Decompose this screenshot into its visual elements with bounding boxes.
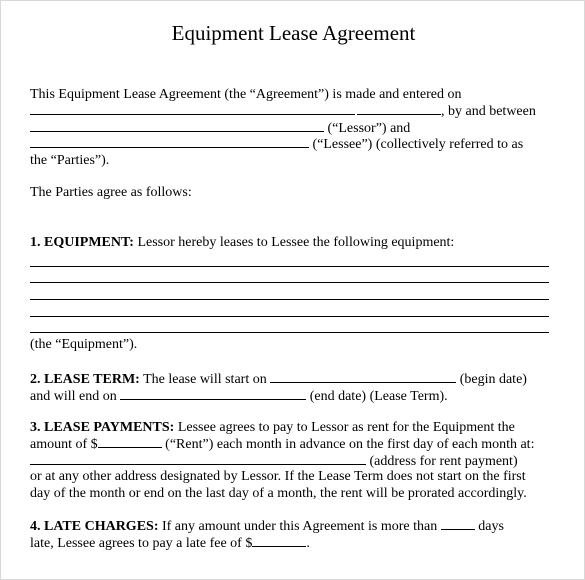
intro-line-2-tail: , by and between bbox=[441, 104, 536, 119]
lease-payments-text-2-head: amount of $ bbox=[30, 437, 98, 452]
section-lease-payments-line-1 bbox=[30, 419, 515, 436]
late-charges-text-2-head: late, Lessee agrees to pay a late fee of $ bbox=[30, 536, 253, 551]
agreement-date-blank[interactable] bbox=[30, 102, 355, 115]
intro-line-4-tail: (“Lessee”) (collectively referred to as bbox=[312, 137, 524, 152]
section-late-charges-line-2 bbox=[30, 534, 310, 552]
lease-payments-text-3-tail: (address for rent payment) bbox=[369, 454, 518, 469]
late-charges-text-2-tail: . bbox=[306, 536, 310, 551]
section-lease-term-line-2 bbox=[30, 387, 448, 405]
intro-line-5: the “Parties”). bbox=[30, 153, 110, 168]
intro-line-1: This Equipment Lease Agreement (the “Agreement”) is made and entered on bbox=[30, 87, 462, 102]
lease-term-text-2: and will end on bbox=[30, 389, 117, 404]
equipment-line-5[interactable] bbox=[30, 332, 549, 333]
lessee-name-blank[interactable] bbox=[30, 135, 309, 148]
section-late-charges-line-1 bbox=[30, 517, 504, 535]
rent-address-blank[interactable] bbox=[30, 452, 366, 465]
end-date-blank[interactable] bbox=[120, 387, 306, 400]
intro-line-2 bbox=[30, 102, 536, 120]
section-lease-payments-line-4: or at any other address designated by Lessor. If the Lease Term does not start on the first bbox=[30, 469, 526, 484]
rent-amount-blank[interactable] bbox=[98, 435, 162, 448]
section-lease-term-line-1 bbox=[30, 370, 527, 388]
lessor-name-blank[interactable] bbox=[30, 119, 324, 132]
late-charges-text-1-tail: days bbox=[478, 519, 504, 534]
equipment-closing: (the “Equipment”). bbox=[30, 337, 138, 352]
intro-line-3-tail: (“Lessor”) and bbox=[327, 121, 411, 136]
lease-payments-text-2-tail: (“Rent”) each month in advance on the first day of each month at: bbox=[165, 437, 535, 452]
section-equipment bbox=[30, 234, 454, 251]
equipment-line-3[interactable] bbox=[30, 299, 549, 300]
lease-payments-heading: 3. LEASE PAYMENTS: bbox=[30, 420, 175, 435]
begin-date-blank[interactable] bbox=[270, 370, 456, 383]
late-fee-blank[interactable] bbox=[252, 534, 306, 547]
equipment-heading: 1. EQUIPMENT: bbox=[30, 235, 134, 250]
lease-term-heading: 2. LEASE TERM: bbox=[30, 372, 140, 387]
late-charges-heading: 4. LATE CHARGES: bbox=[30, 519, 159, 534]
lease-term-text-1-tail: (begin date) bbox=[459, 372, 527, 387]
equipment-line-4[interactable] bbox=[30, 316, 549, 317]
equipment-line-2[interactable] bbox=[30, 282, 549, 283]
equipment-line-1[interactable] bbox=[30, 266, 549, 267]
section-lease-payments-line-2 bbox=[30, 435, 534, 453]
section-lease-payments-line-5: day of the month or end on the last day of a month, the rent will be prorated accordingly. bbox=[30, 486, 527, 501]
lease-term-text-2-tail: (end date) (Lease Term). bbox=[309, 389, 448, 404]
agreement-date-blank-2[interactable] bbox=[357, 102, 441, 115]
late-charges-text-1: If any amount under this Agreement is more than bbox=[158, 519, 438, 534]
late-days-blank[interactable] bbox=[441, 517, 475, 530]
intro-line-4 bbox=[30, 135, 523, 153]
document-title: Equipment Lease Agreement bbox=[171, 21, 416, 45]
equipment-text: Lessor hereby leases to Lessee the following equipment: bbox=[133, 235, 455, 250]
parties-agree: The Parties agree as follows: bbox=[30, 185, 192, 200]
lease-payments-text-1: Lessee agrees to pay to Lessor as rent for the Equipment the bbox=[174, 420, 515, 435]
lease-term-text-1: The lease will start on bbox=[139, 372, 267, 387]
